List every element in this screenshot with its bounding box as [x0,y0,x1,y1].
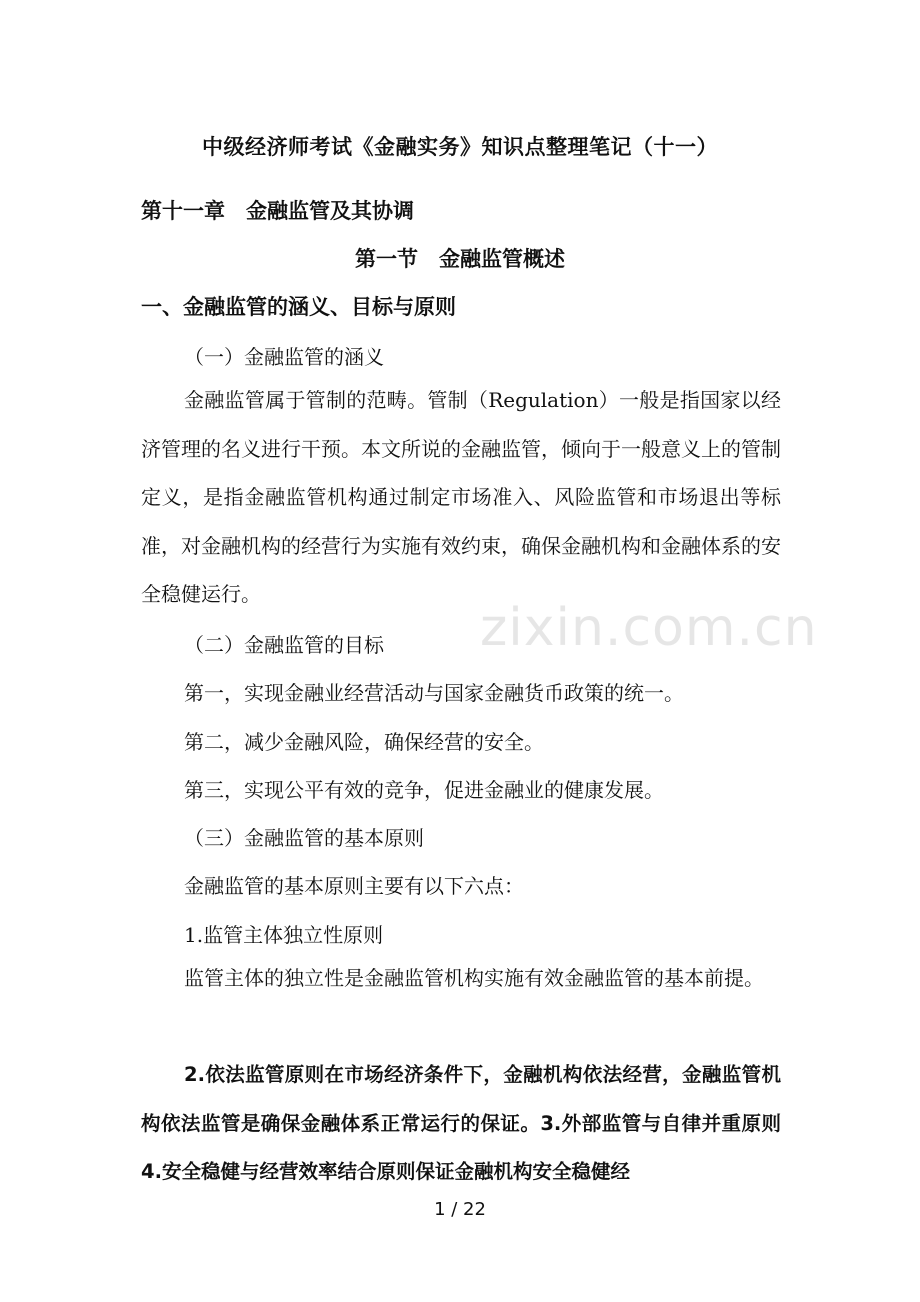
paragraph-definition: 金融监管属于管制的范畴。管制（Regulation）一般是指国家以经济管理的名义进行干预。本文所说的金融监管，倾向于一般意义上的管制定义，是指金融监管机构通过制定市场准入、风险监管和市场退出等标准，对金融机构的经营行为实施有效约束，确保金融机构和金融体系的安全稳健运行。 [141,388,781,606]
subheading-definition: （一）金融监管的涵义 [184,345,384,369]
goal-item-1: 第一，实现金融业经营活动与国家金融货币政策的统一。 [184,681,684,705]
goal-item-3: 第三，实现公平有效的竞争，促进金融业的健康发展。 [184,778,664,802]
heading-level-1: 一、金融监管的涵义、目标与原则 [141,294,456,319]
subheading-goals: （二）金融监管的目标 [184,633,384,657]
goal-item-2: 第二，减少金融风险，确保经营的安全。 [184,730,544,754]
page-number: 1 / 22 [434,1199,486,1220]
subheading-principles: （三）金融监管的基本原则 [184,826,424,850]
paragraph-principle-1: 监管主体的独立性是金融监管机构实施有效金融监管的基本前提。 [184,966,764,990]
document-title: 中级经济师考试《金融实务》知识点整理笔记（十一） [202,134,718,159]
paragraph-principles-2-4: 2.依法监管原则在市场经济条件下，金融机构依法经营，金融监管机构依法监管是确保金融体系正常运行的保证。3.外部监管与自律并重原则4.安全稳健与经营效率结合原则保证金融机构安全稳健经 [141,1063,781,1183]
section-heading: 第一节 金融监管概述 [355,246,565,271]
watermark-text: zixin.com.cn [480,598,818,658]
principles-intro: 金融监管的基本原则主要有以下六点： [184,874,524,898]
principle-1-title: 1.监管主体独立性原则 [184,923,384,947]
chapter-heading: 第十一章 金融监管及其协调 [141,198,414,223]
